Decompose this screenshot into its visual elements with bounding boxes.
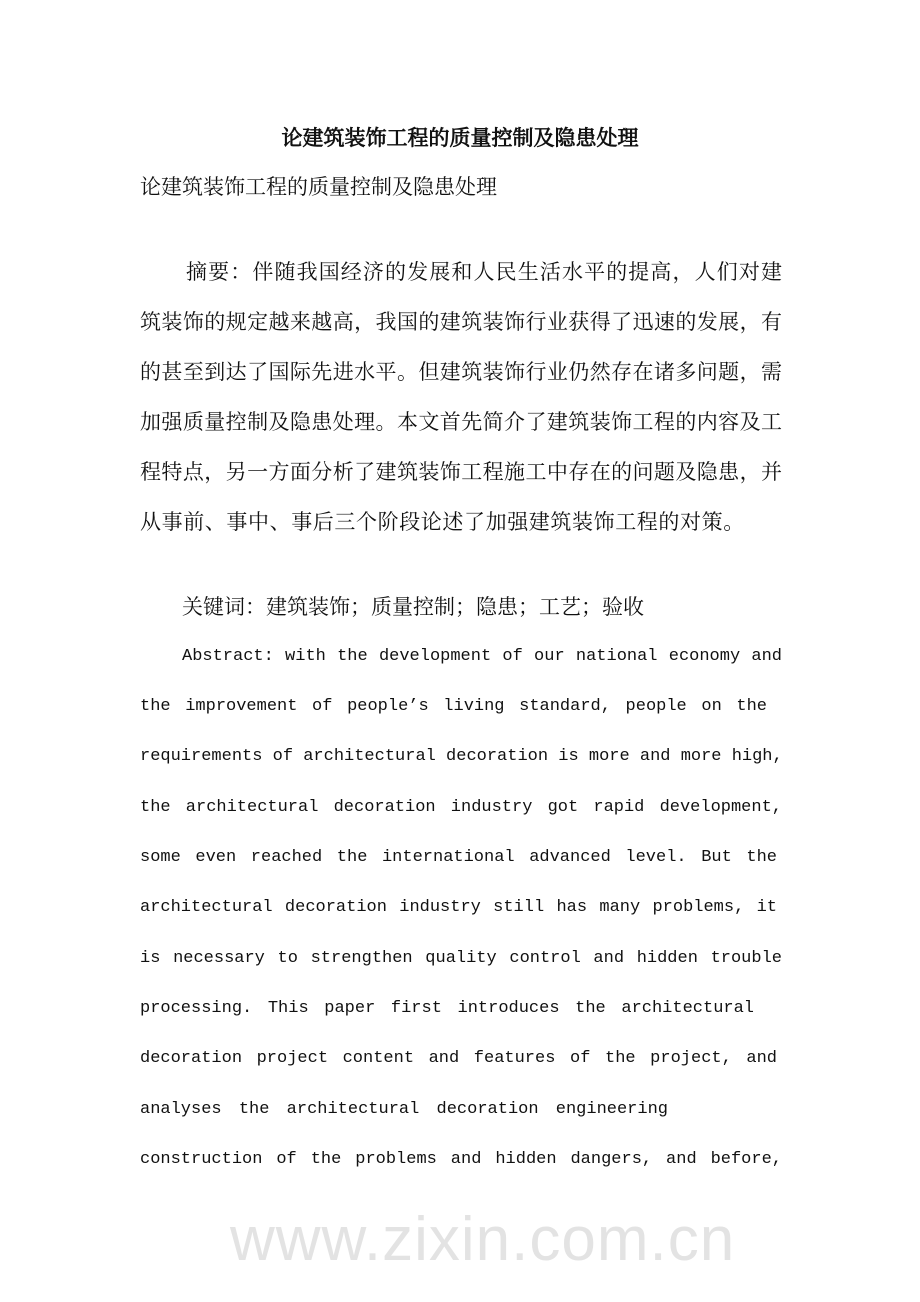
abstract-zh-line: 摘要：伴随我国经济的发展和人民生活水平的提高，人们对建 bbox=[186, 260, 782, 284]
abstract-en-line: decoration project content and features of the project, and bbox=[140, 1049, 777, 1068]
abstract-en-line: construction of the problems and hidden dangers, and before, bbox=[140, 1150, 782, 1169]
abstract-zh-line: 的甚至到达了国际先进水平。但建筑装饰行业仍然存在诸多问题，需 bbox=[140, 360, 782, 384]
abstract-en-line: architectural decoration industry still has many problems, it bbox=[140, 898, 777, 917]
abstract-en-line: some even reached the international advanced level. But the bbox=[140, 848, 777, 867]
abstract-en-line: Abstract: with the development of our national economy and bbox=[182, 647, 782, 666]
document-title: 论建筑装饰工程的质量控制及隐患处理 bbox=[281, 125, 639, 150]
abstract-en-line: analyses the architectural decoration engineering bbox=[140, 1100, 668, 1119]
abstract-en-line: the architectural decoration industry got rapid development, bbox=[140, 798, 782, 817]
abstract-en-line: is necessary to strengthen quality control and hidden trouble bbox=[140, 949, 782, 968]
abstract-zh-line: 从事前、事中、事后三个阶段论述了加强建筑装饰工程的对策。 bbox=[140, 510, 745, 534]
abstract-en-line: processing. This paper first introduces the architectural bbox=[140, 999, 754, 1018]
watermark: www.zixin.com.cn bbox=[230, 1205, 736, 1274]
abstract-zh-line: 程特点，另一方面分析了建筑装饰工程施工中存在的问题及隐患，并 bbox=[140, 460, 782, 484]
abstract-zh-line: 筑装饰的规定越来越高，我国的建筑装饰行业获得了迅速的发展，有 bbox=[140, 310, 782, 334]
abstract-en-line: requirements of architectural decoration is more and more high, bbox=[140, 747, 783, 766]
abstract-en-line: the improvement of people’s living standard, people on the bbox=[140, 697, 767, 716]
abstract-zh-line: 加强质量控制及隐患处理。本文首先简介了建筑装饰工程的内容及工 bbox=[140, 410, 782, 434]
keywords: 关键词：建筑装饰；质量控制；隐患；工艺；验收 bbox=[182, 595, 644, 619]
document-subtitle: 论建筑装饰工程的质量控制及隐患处理 bbox=[140, 175, 497, 199]
